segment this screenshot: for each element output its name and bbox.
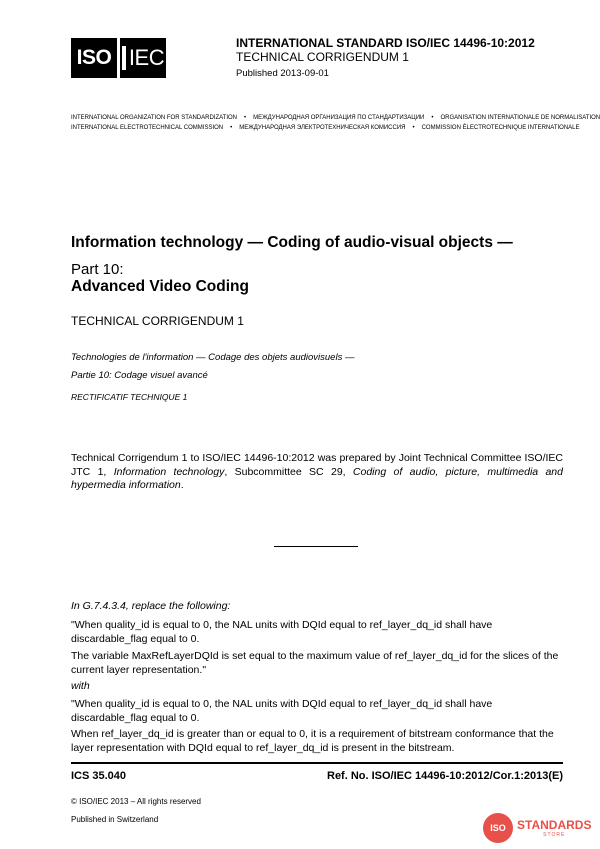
org-iso-ru: МЕЖДУНАРОДНАЯ ОРГАНИЗАЦИЯ ПО СТАНДАРТИЗАЦИИ (253, 115, 425, 121)
intro-text-1: Technical Corrigendum 1 to ISO/IEC 14496-10:2012 was prepared by Joint Technical Committee ISO/IEC JTC 1, (71, 452, 563, 478)
french-corrigendum-label: RECTIFICATIF TECHNIQUE 1 (71, 392, 188, 402)
reference-number: Ref. No. ISO/IEC 14496-10:2012/Cor.1:2013(E) (327, 770, 563, 782)
replacement-text-1: "When quality_id is equal to 0, the NAL units with DQId equal to ref_layer_dq_id shall have discardable_flag equal to 0. (71, 698, 493, 724)
iec-logo (120, 38, 166, 78)
part-title: Advanced Video Coding (71, 278, 249, 295)
intro-text-3: . (180, 479, 184, 491)
intro-italic-1: Information technology (113, 465, 225, 478)
published-date: Published 2013-09-01 (236, 68, 329, 79)
organization-line-2 (71, 125, 580, 131)
intro-text-2: , Subcommittee SC 29, (224, 465, 353, 478)
technical-corrigendum-label: TECHNICAL CORRIGENDUM 1 (71, 314, 244, 328)
published-location: Published in Switzerland (71, 815, 159, 824)
intro-paragraph (71, 452, 563, 493)
intro-italic-2: Coding of audio, picture, multimedia and hypermedia information (71, 465, 563, 491)
organization-line-1 (71, 115, 600, 121)
iso-logo-text: ISO (76, 46, 112, 69)
original-text-2: The variable MaxRefLayerDQId is set equal to the maximum value of ref_layer_dq_id for the slices of the current layer representation." (71, 650, 559, 676)
replace-instruction: In G.7.4.3.4, replace the following: (71, 600, 231, 612)
org-iec-fr: COMMISSION ÉLECTROTECHNIQUE INTERNATIONALE (421, 125, 580, 131)
org-iso-en: INTERNATIONAL ORGANIZATION FOR STANDARDIZATION (71, 115, 238, 121)
iso-logo (71, 38, 117, 78)
store-wordmark (517, 819, 591, 838)
corrigendum-label: TECHNICAL CORRIGENDUM 1 (236, 50, 409, 64)
org-iec-ru: МЕЖДУНАРОДНАЯ ЭЛЕКТРОТЕХНИЧЕСКАЯ КОМИССИЯ (239, 125, 406, 131)
french-part-title: Partie 10: Codage visuel avancé (71, 370, 208, 381)
separator-dot: • (431, 115, 434, 121)
part-label: Part 10: (71, 261, 124, 278)
with-label: with (71, 680, 90, 692)
store-word: STANDARDS (517, 817, 592, 832)
section-divider (274, 546, 358, 547)
original-text-1: "When quality_id is equal to 0, the NAL units with DQId equal to ref_layer_dq_id shall have discardable_flag equal to 0. (71, 619, 493, 645)
org-iso-fr: ORGANISATION INTERNATIONALE DE NORMALISATION (440, 115, 600, 121)
store-badge: ISO (483, 813, 513, 843)
replacement-text-2: When ref_layer_dq_id is greater than or equal to 0, it is a requirement of bitstream conformance that the layer representation with DQId equal to ref_layer_dq_id is present in the bitstream. (71, 728, 554, 754)
separator-dot: • (244, 115, 247, 121)
copyright-notice: © ISO/IEC 2013 – All rights reserved (71, 797, 201, 806)
standard-title: INTERNATIONAL STANDARD ISO/IEC 14496-10:2012 (236, 36, 535, 50)
iso-standards-store-logo (483, 812, 593, 844)
iec-logo-bar (122, 46, 126, 70)
document-title: Information technology — Coding of audio-visual objects — (71, 234, 513, 251)
separator-dot: • (230, 125, 233, 131)
iec-logo-text: IEC (128, 45, 165, 70)
separator-dot: • (412, 125, 415, 131)
store-small-text: STORE (543, 831, 566, 838)
org-iec-en: INTERNATIONAL ELECTROTECHNICAL COMMISSION (71, 125, 224, 131)
ics-code: ICS 35.040 (71, 770, 127, 782)
french-title: Technologies de l'information — Codage des objets audiovisuels — (71, 352, 355, 363)
footer-divider (71, 762, 563, 764)
